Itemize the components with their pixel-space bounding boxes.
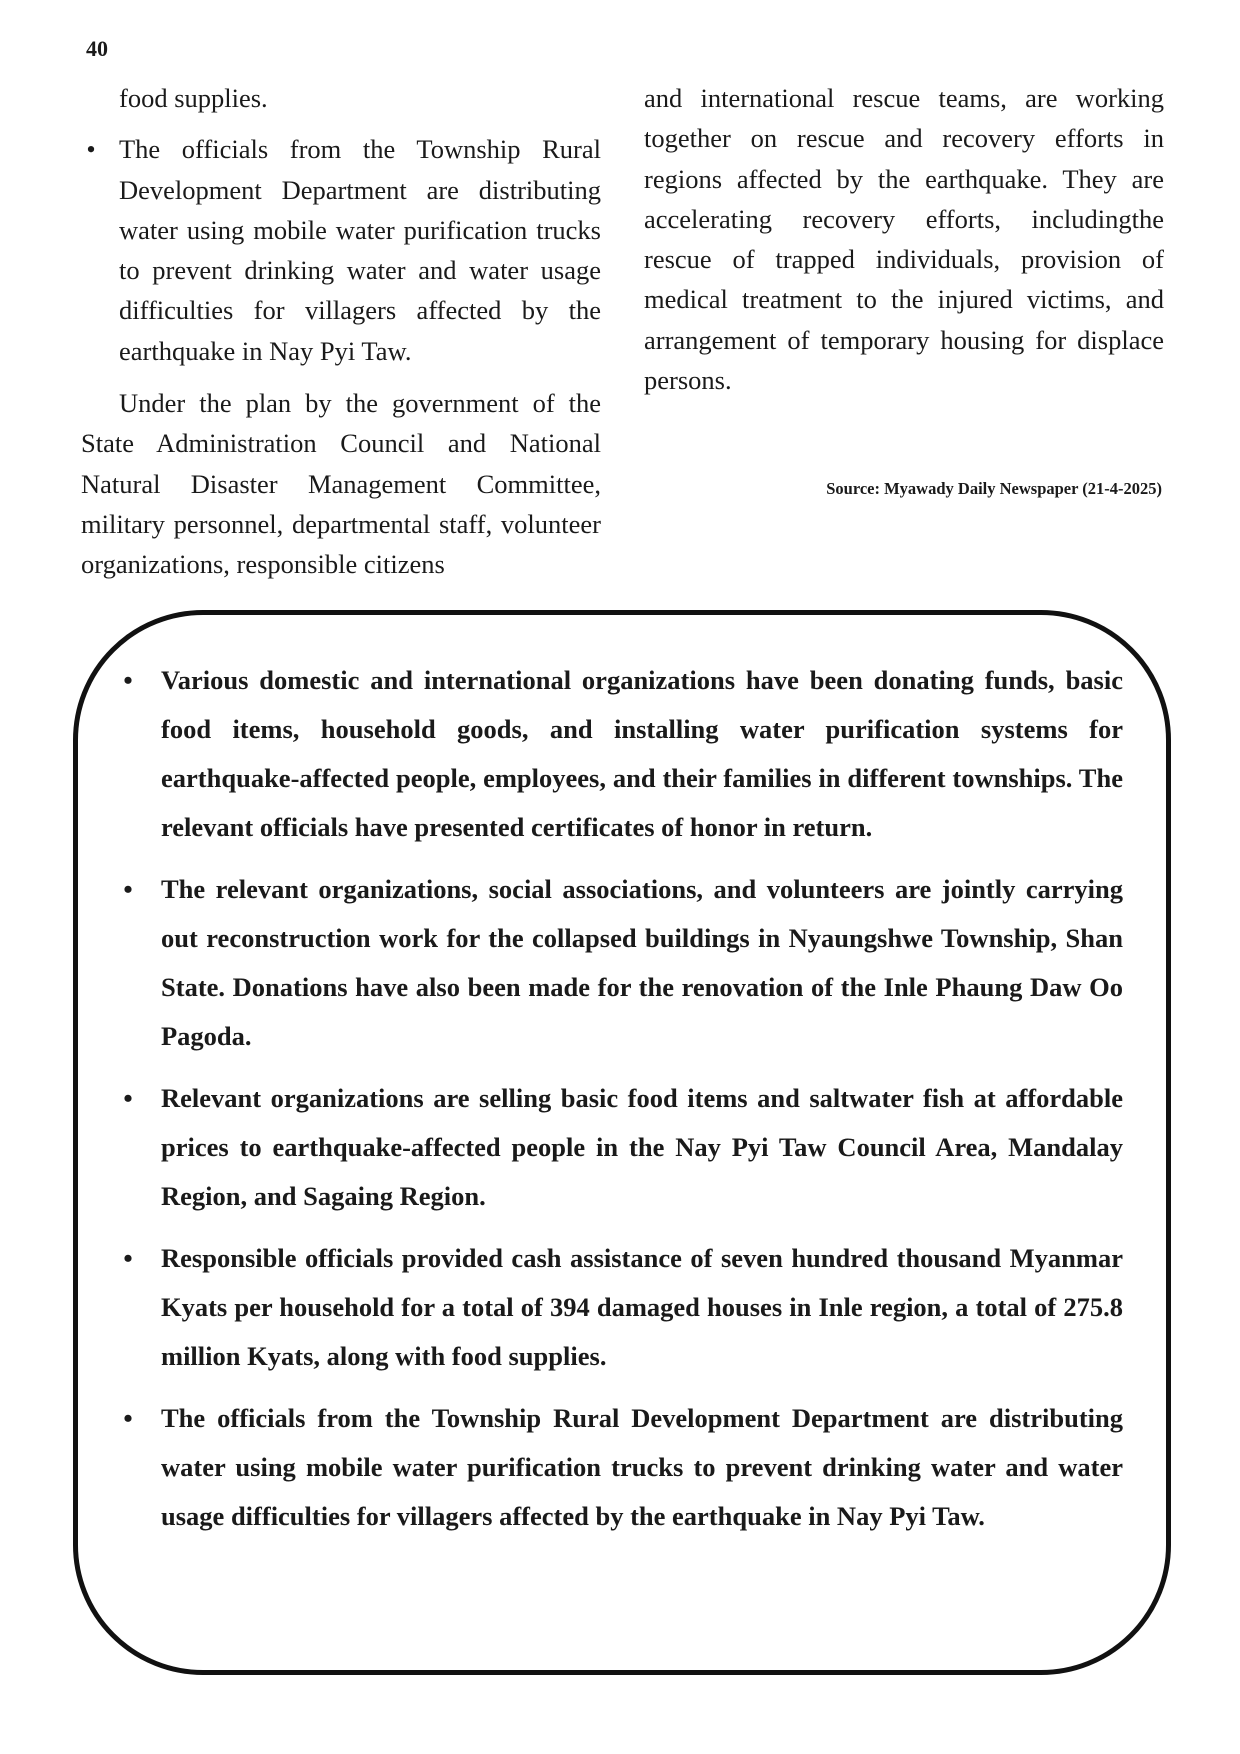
bullet-icon: • <box>123 1403 133 1433</box>
list-item-text: The officials from the Township Rural Development Department are distributing water using mobile water purification trucks to prevent drinking water and water usage difficulties for villagers affected by the earthquake in Nay Pyi Taw. <box>161 1403 1123 1531</box>
bullet-icon: • <box>123 874 133 904</box>
left-column <box>81 78 601 585</box>
bullet-icon: • <box>123 1083 133 1113</box>
list-item-text: Relevant organizations are selling basic food items and saltwater fish at affordable prices to earthquake-affected people in the Nay Pyi Taw Council Area, Mandalay Region, and Sagaing Region. <box>161 1083 1123 1211</box>
source-citation: Source: Myawady Daily Newspaper (21-4-2025) <box>826 479 1162 498</box>
highlight-box-list <box>118 656 1123 1554</box>
list-item <box>118 656 1123 852</box>
body-paragraph: and international rescue teams, are working together on rescue and recovery efforts in regions affected by the earthquake. They are accelerating recovery efforts, includingthe rescue of trapped individuals, provision of medical treatment to the injured victims, and arrangement of temporary housing for displace persons. <box>644 83 1164 396</box>
bullet-icon: • <box>86 134 96 165</box>
list-item-text: The relevant organizations, social associations, and volunteers are jointly carrying out reconstruction work for the collapsed buildings in Nyaungshwe Township, Shan State. Donations have also been made for the renovation of the Inle Phaung Daw Oo Pagoda. <box>161 874 1123 1051</box>
list-item-text: Various domestic and international organizations have been donating funds, basic food items, household goods, and installing water purification systems for earthquake-affected people, employees, and their families in different townships. The relevant officials have presented certificates of honor in return. <box>161 665 1123 842</box>
left-bullet-list <box>81 129 601 371</box>
bullet-icon: • <box>123 1243 133 1273</box>
continuation-text: food supplies. <box>119 83 268 113</box>
page-number: 40 <box>86 36 108 61</box>
list-item-text: The officials from the Township Rural Development Department are distributing water using mobile water purification trucks to prevent drinking water and water usage difficulties for villagers affected by the earthquake in Nay Pyi Taw. <box>119 134 601 366</box>
body-paragraph: Under the plan by the government of the State Administration Council and National Natural Disaster Management Committee, military personnel, departmental staff, volunteer organizations, responsible citizens <box>81 388 601 580</box>
list-item-text: Responsible officials provided cash assistance of seven hundred thousand Myanmar Kyats per household for a total of 394 damaged houses in Inle region, a total of 275.8 million Kyats, along with food supplies. <box>161 1243 1123 1371</box>
bullet-icon: • <box>123 665 133 695</box>
list-item <box>118 1074 1123 1221</box>
list-item <box>118 1394 1123 1541</box>
list-item <box>118 1234 1123 1381</box>
list-item <box>81 129 601 371</box>
right-column <box>644 78 1164 400</box>
list-item <box>118 865 1123 1061</box>
